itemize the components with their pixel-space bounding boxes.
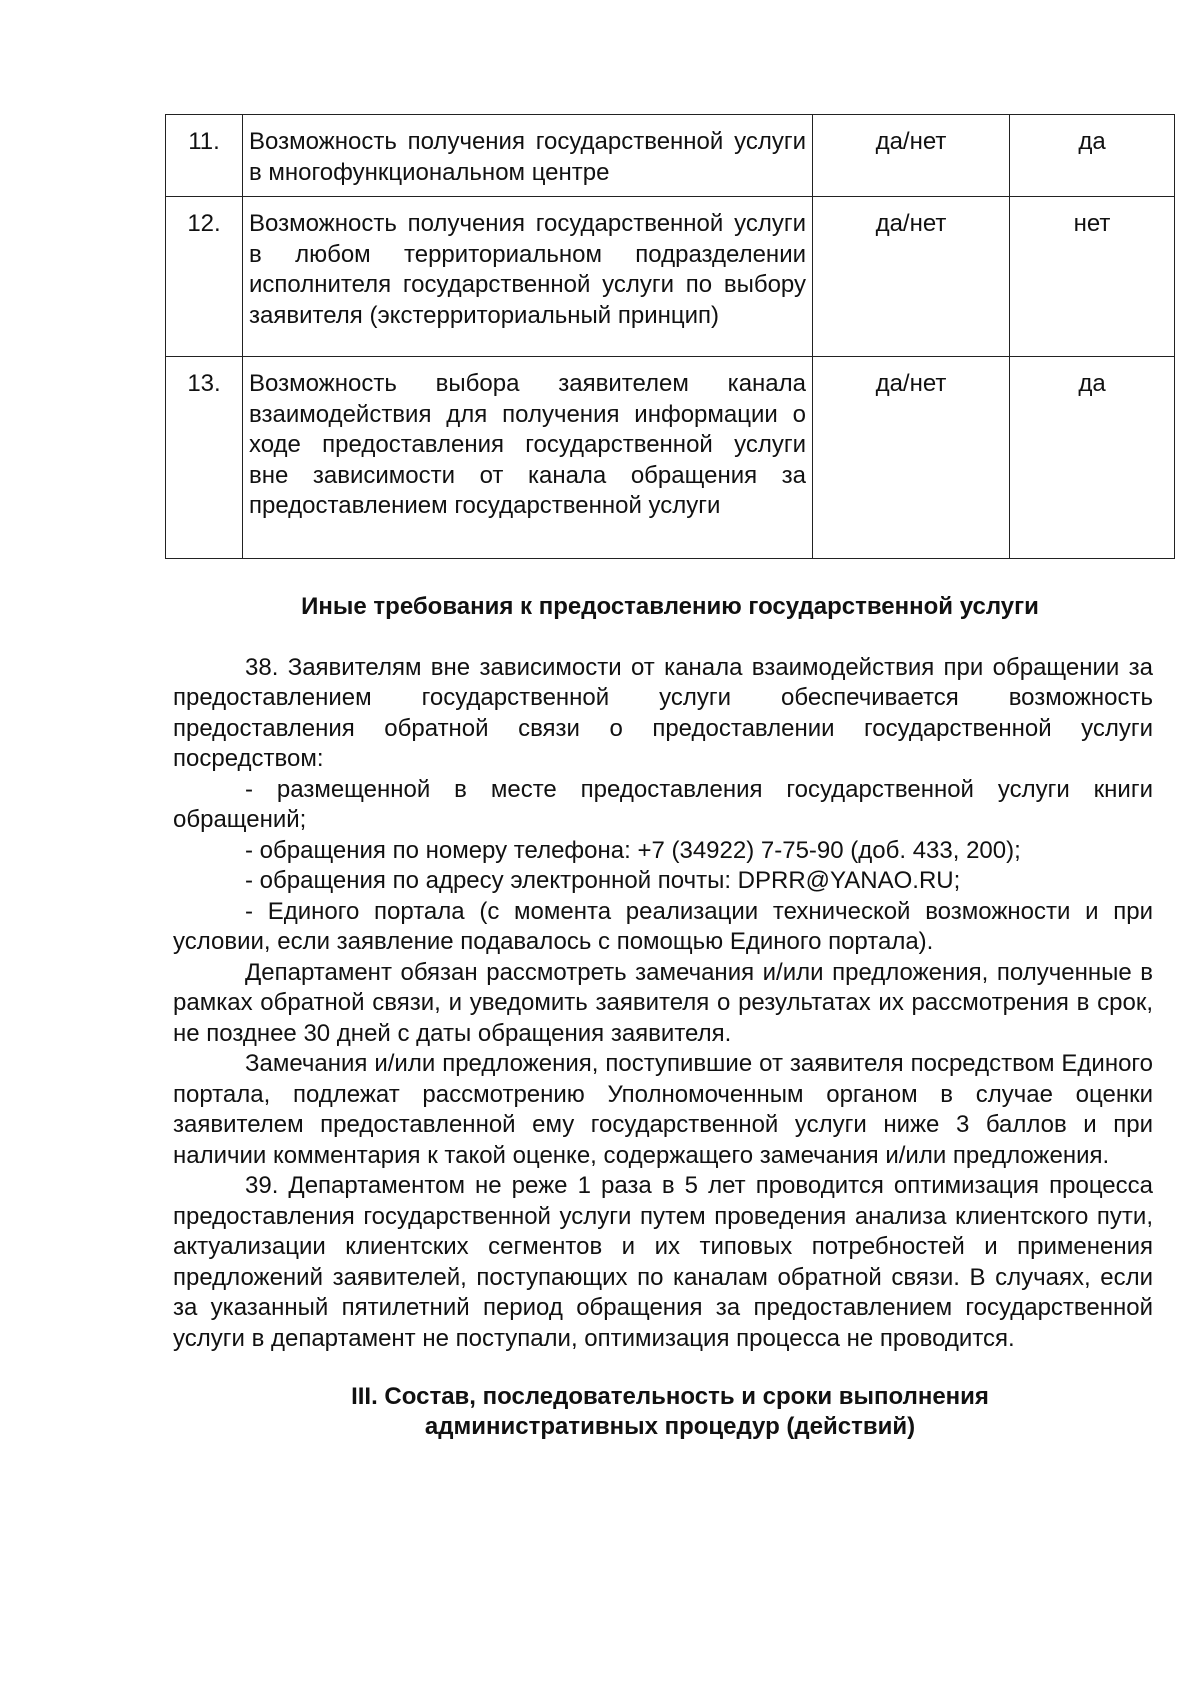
list-item-portal: - Единого портала (с момента реализации технической возможности и при условии, если заявление подавалось с помощью Единого портала). bbox=[173, 897, 1153, 955]
list-item-email: - обращения по адресу электронной почты: DPRR@YANAO.RU; bbox=[245, 867, 961, 894]
row-unit: да/нет bbox=[813, 357, 1010, 559]
table-row bbox=[166, 357, 1175, 559]
paragraph-38: 38. Заявителям вне зависимости от канала взаимодействия при обращении за предоставлением государственной услуги обеспечивается возможность предоставления обратной связи о предоставлении государственной услуги посредством: bbox=[173, 653, 1153, 772]
row-number: 12. bbox=[166, 197, 243, 357]
row-unit: да/нет bbox=[813, 197, 1010, 357]
section-heading-other-requirements: Иные требования к предоставлению государственной услуги bbox=[301, 593, 1039, 620]
row-number: 13. bbox=[166, 357, 243, 559]
row-description: Возможность получения государственной услуги в любом территориальном подразделении исполнителя государственной услуги по выбору заявителя (экстерриториальный принцип) bbox=[243, 197, 813, 357]
section-heading-iii-line2: административных процедур (действий) bbox=[424, 1413, 916, 1440]
row-number: 11. bbox=[166, 115, 243, 197]
paragraph-department: Департамент обязан рассмотреть замечания и/или предложения, полученные в рамках обратной связи, и уведомить заявителя о результатах их рассмотрения в срок, не позднее 30 дней с даты обращения заявителя. bbox=[173, 958, 1153, 1047]
list-item-book: - размещенной в месте предоставления государственной услуги книги обращений; bbox=[173, 775, 1153, 833]
table-row bbox=[166, 197, 1175, 357]
row-value: да bbox=[1010, 357, 1175, 559]
paragraph-39: 39. Департаментом не реже 1 раза в 5 лет проводится оптимизация процесса предоставления государственной услуги путем проведения анализа клиентского пути, актуализации клиентских сегментов и их типовых потребностей и применения предложений заявителей, поступающих по каналам обратной связи. В случаях, если за указанный пятилетний период обращения за предоставлением государственной услуги в департамент не поступали, оптимизация процесса не проводится. bbox=[173, 1172, 1153, 1352]
row-unit: да/нет bbox=[813, 115, 1010, 197]
paragraph-remarks: Замечания и/или предложения, поступившие от заявителя посредством Единого портала, подлежат рассмотрению Уполномоченным органом в случае оценки заявителем предоставленной ему государственной услуги ниже 3 баллов и при наличии комментария к такой оценке, содержащего замечания и/или предложения. bbox=[173, 1050, 1153, 1169]
criteria-table bbox=[165, 114, 1175, 559]
list-item-phone: - обращения по номеру телефона: +7 (34922) 7-75-90 (доб. 433, 200); bbox=[245, 836, 1021, 864]
document-page bbox=[165, 114, 1175, 1442]
section-body bbox=[173, 653, 1153, 1355]
row-value: нет bbox=[1010, 197, 1175, 357]
table-row bbox=[166, 115, 1175, 197]
section-heading-iii-line1: III. Состав, последовательность и сроки выполнения bbox=[351, 1383, 989, 1410]
row-description: Возможность получения государственной услуги в многофункциональном центре bbox=[243, 115, 813, 197]
row-value: да bbox=[1010, 115, 1175, 197]
row-description: Возможность выбора заявителем канала взаимодействия для получения информации о ходе предоставления государственной услуги вне зависимости от канала обращения за предоставлением государственной услуги bbox=[243, 357, 813, 559]
section-heading-iii bbox=[165, 1382, 1175, 1442]
